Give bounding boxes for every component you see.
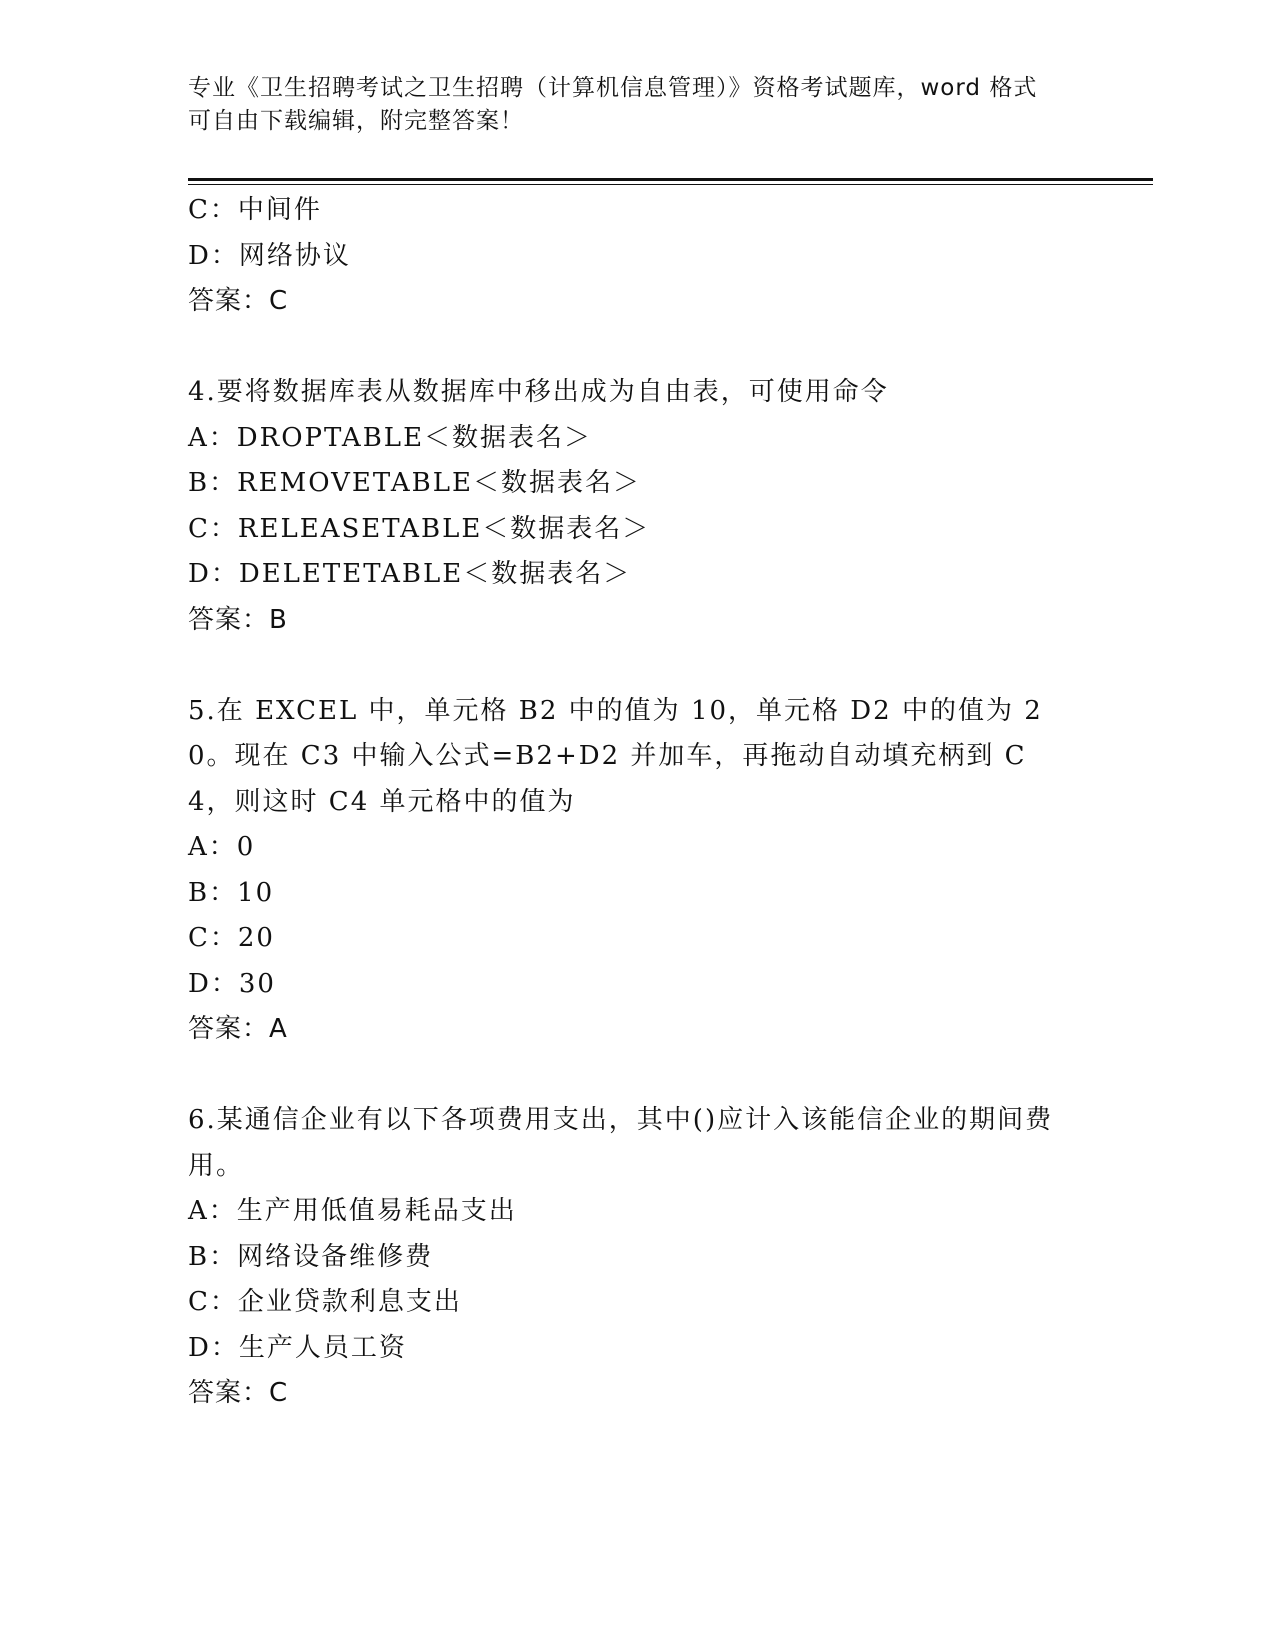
option-a: A：DROPTABLE＜数据表名＞ xyxy=(188,422,593,453)
option-c: C：中间件 xyxy=(188,195,322,225)
question-list xyxy=(188,188,1068,1417)
carryover-question xyxy=(188,188,1068,325)
answer-line: 答案：A xyxy=(188,1014,288,1044)
option-a: A：0 xyxy=(188,832,256,862)
document-header xyxy=(188,72,1068,138)
option-c: C：RELEASETABLE＜数据表名＞ xyxy=(188,513,651,544)
option-b: B：10 xyxy=(188,877,275,908)
answer-line: 答案：C xyxy=(188,1378,289,1408)
option-c: C：企业贷款利息支出 xyxy=(188,1287,462,1317)
header-rule-thin xyxy=(188,184,1153,185)
header-line-2: 可自由下载编辑，附完整答案！ xyxy=(188,108,524,134)
question-stem: 4.要将数据库表从数据库中移出成为自由表，可使用命令 xyxy=(188,377,889,407)
question-stem: 5.在 EXCEL 中，单元格 B2 中的值为 10，单元格 D2 中的值为 20。现在 C3 中输入公式=B2+D2 并加车，再拖动自动填充柄到 C4，则这时 C4 单元格中的值为 xyxy=(188,695,1043,817)
header-rule-thick xyxy=(188,178,1153,181)
answer-line: 答案：B xyxy=(188,604,288,635)
option-d: D：30 xyxy=(188,968,276,999)
option-a: A：生产用低值易耗品支出 xyxy=(188,1196,517,1226)
question-4 xyxy=(188,370,1068,643)
option-d: D：DELETETABLE＜数据表名＞ xyxy=(188,559,632,589)
answer-line: 答案：C xyxy=(188,286,289,316)
option-c: C：20 xyxy=(188,923,275,953)
option-d: D：生产人员工资 xyxy=(188,1332,407,1363)
question-5 xyxy=(188,689,1068,1053)
question-6 xyxy=(188,1098,1068,1417)
header-line-1: 专业《卫生招聘考试之卫生招聘（计算机信息管理）》资格考试题库，word 格式 xyxy=(188,75,1038,101)
option-b: B：REMOVETABLE＜数据表名＞ xyxy=(188,468,641,498)
question-stem: 6.某通信企业有以下各项费用支出，其中()应计入该能信企业的期间费用。 xyxy=(188,1105,1054,1181)
option-b: B：网络设备维修费 xyxy=(188,1241,434,1272)
option-d: D：网络协议 xyxy=(188,240,351,271)
